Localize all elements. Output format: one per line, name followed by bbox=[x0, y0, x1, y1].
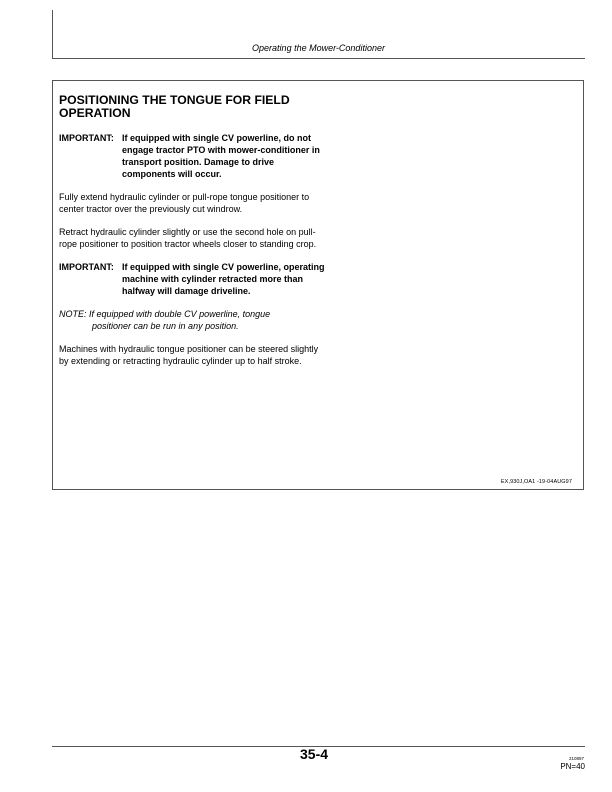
note-continuation: positioner can be run in any position. bbox=[92, 321, 239, 331]
section-content bbox=[59, 94, 329, 378]
frame-code: EX,930J,OA1 -19-04AUG97 bbox=[500, 479, 572, 485]
note-first-line: NOTE: If equipped with double CV powerline, tongue bbox=[59, 309, 271, 319]
running-title: Operating the Mower-Conditioner bbox=[252, 43, 385, 53]
page-number: 35-4 bbox=[300, 746, 329, 762]
date-code: 210897 bbox=[568, 756, 584, 761]
important-label: IMPORTANT: bbox=[59, 262, 114, 272]
paragraph: Fully extend hydraulic cylinder or pull-rope tongue positioner to center tractor over the previously cut windrow. bbox=[59, 192, 310, 214]
important-notice bbox=[59, 261, 329, 297]
pn-code: PN=40 bbox=[560, 762, 585, 771]
important-text: If equipped with single CV powerline, do not engage tractor PTO with mower-conditioner in transport position. Damage to drive components will occur. bbox=[122, 133, 320, 179]
note bbox=[59, 308, 329, 332]
paragraph: Machines with hydraulic tongue positioner can be steered slightly by extending or retracting hydraulic cylinder up to half stroke. bbox=[59, 344, 319, 366]
header-rule bbox=[52, 58, 585, 59]
section-title: POSITIONING THE TONGUE FOR FIELD OPERATION bbox=[59, 93, 290, 120]
paragraph: Retract hydraulic cylinder slightly or use the second hole on pull-rope positioner to position tractor wheels closer to standing crop. bbox=[59, 227, 317, 249]
important-label: IMPORTANT: bbox=[59, 133, 114, 143]
important-text: If equipped with single CV powerline, operating machine with cylinder retracted more than halfway will damage driveline. bbox=[122, 262, 325, 296]
important-notice bbox=[59, 132, 329, 180]
